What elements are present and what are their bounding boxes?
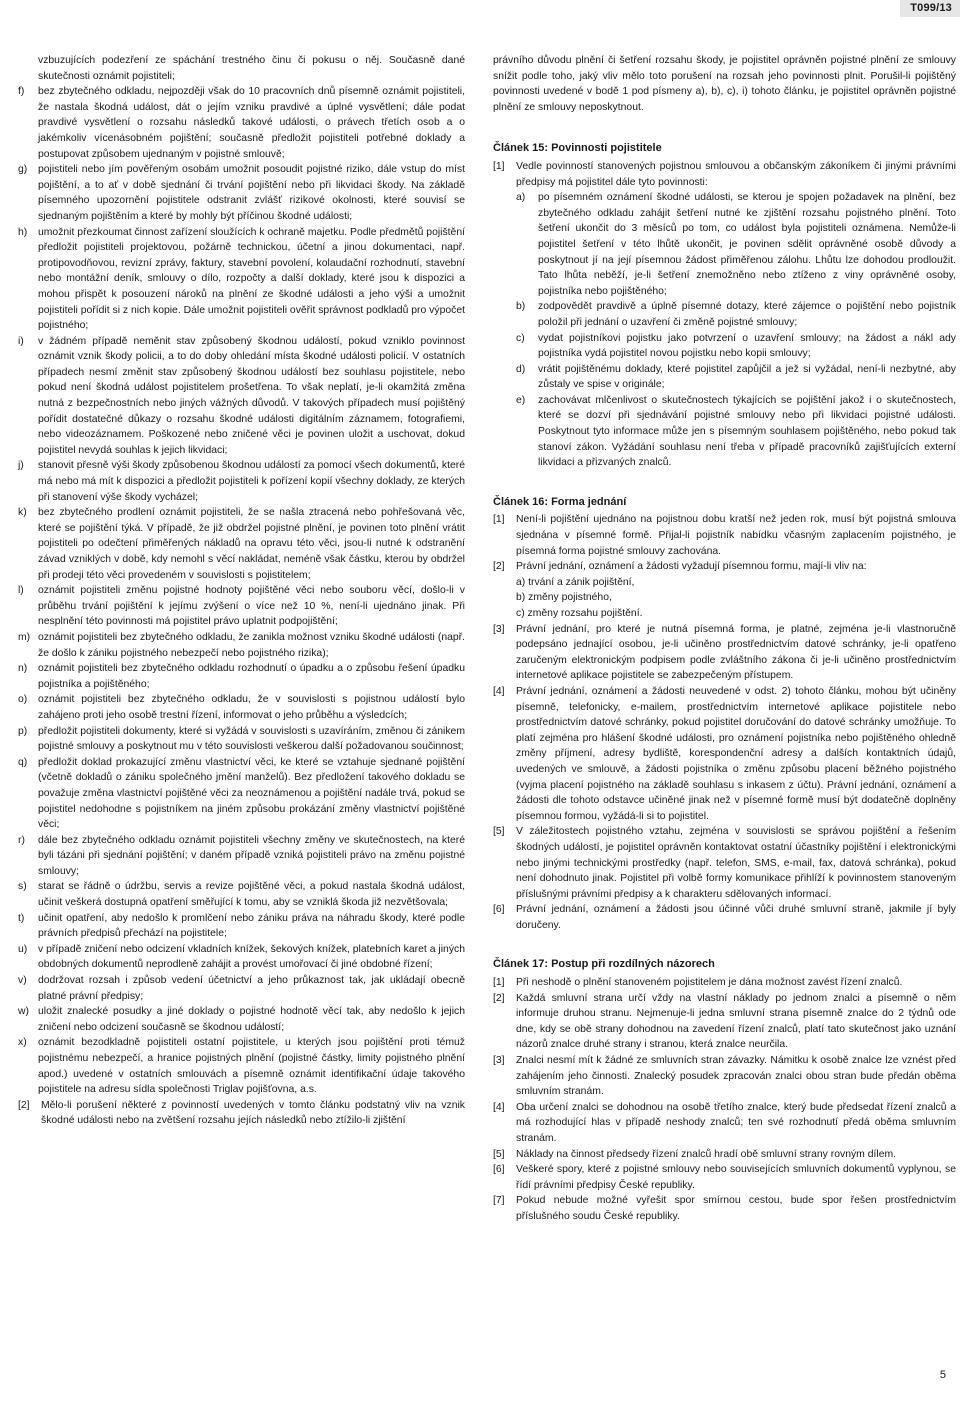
- right-column: [493, 53, 956, 1225]
- item-marker: c): [516, 332, 525, 344]
- item-text: Právní jednání, oznámení a žádosti vyžadují písemnou formu, mají-li vliv na:: [516, 561, 867, 573]
- item-text: vrátit pojištěnému doklady, které pojistitel zapůjčil a jež si vyžádal, není-li nezbytné, aby zůstaly ve spise v originále;: [538, 363, 956, 391]
- obligation-item: [18, 505, 465, 583]
- duty-item: [516, 331, 956, 362]
- item-marker: v): [18, 975, 27, 987]
- item-text: oznámit bezodkladně pojistiteli ostatní pojistitele, u kterých jsou pojištění proti témuž pojistnému nebezpečí, a hranice pojistných plnění (pojistné částky, limity pojistného plnění apod.) uvedené v ostatních smlouvách a písemně oznámit identifikační údaje takového pojistitele na adresu sídla společnosti Triglav pojišťovna, a.s.: [38, 1037, 465, 1096]
- article-16-subitem: b) změny pojistného,: [516, 592, 612, 604]
- obligation-item: [18, 84, 465, 162]
- item-text: starat se řádně o údržbu, servis a revize pojištěné věci, a pokud nastala škodná událost, učinit veškerá dostupná opatření směřující k tomu, aby se vzniklá škoda již nezvětšovala;: [38, 881, 465, 909]
- article-17-item: [493, 1162, 956, 1193]
- item-marker: p): [18, 725, 28, 737]
- item-text: předložit doklad prokazující změnu vlastnictví věci, ke které se vztahuje sjednané pojištění (včetně dokladů o zániku společného jmění manželů). Bez předložení takového dokladu se považuje změna vlastnictví pojištěné věci za neoznámenou a pojištění nadále trvá, pokud se pojistitel nedohodne s pojistníkem na jiném způsobu prokázání změny vlastnictví pojištěné věci;: [38, 756, 465, 831]
- left-column: [18, 53, 465, 1129]
- obligation-item: [18, 879, 465, 910]
- item-marker: m): [18, 631, 31, 643]
- article-16-list: [493, 512, 956, 574]
- article-16-item: [493, 622, 956, 684]
- obligation-item: [18, 911, 465, 942]
- item-marker: [4]: [493, 1101, 505, 1113]
- article-16-item: [493, 684, 956, 824]
- item-marker: s): [18, 881, 27, 893]
- duty-item: [516, 299, 956, 330]
- item-text: bez zbytečného prodlení oznámit pojistiteli, že se našla ztracená nebo pohřešovaná věc, které se pojištění týká. V případě, že již obdržel pojistné plnění, je povinen toto plnění vrátit pojistiteli po odečtení přiměřených nákladů na opravu této věci, jsou-li nutné k odstranění závad vzniklých v době, kdy nemohl s věcí nakládat, neméně však částku, kterou by obdržel při prodeji této věci provedeném v souvislosti s pojistitelem;: [38, 507, 465, 581]
- item-marker: l): [18, 585, 24, 597]
- item-marker: j): [18, 460, 24, 472]
- obligation-list: [18, 84, 465, 1098]
- item-text: Není-li pojištění ujednáno na pojistnou dobu kratší než jeden rok, musí být pojistná smlouva sjednána v písemné formě. Přijal-li pojistník nabídku včasným zaplacením pojistného, je písemná forma pojistné smlouvy zachována.: [516, 514, 956, 557]
- article-16-item: [493, 512, 956, 559]
- article-17-list: [493, 975, 956, 1225]
- obligation-item: [18, 661, 465, 692]
- obligation-item: [18, 692, 465, 723]
- paragraph-marker: [2]: [18, 1099, 30, 1111]
- document-code: T099/13: [900, 0, 960, 17]
- item-marker: [1]: [493, 514, 505, 526]
- item-marker: a): [516, 192, 526, 204]
- article-15-paragraph-1: [493, 159, 956, 190]
- article-16-subitem: a) trvání a zánik pojištění,: [516, 576, 635, 588]
- item-marker: i): [18, 335, 24, 347]
- item-marker: [5]: [493, 826, 505, 838]
- item-marker: [2]: [493, 992, 505, 1004]
- item-text: Veškeré spory, které z pojistné smlouvy nebo souvisejících smluvních dokumentů vyplynou, se řídí právními předpisy České republiky.: [516, 1164, 956, 1191]
- item-marker: [4]: [493, 685, 505, 697]
- item-marker: f): [18, 86, 25, 98]
- paragraph-text: Mělo-li porušení některé z povinností uvedených v tomto článku podstatný vliv na vznik škodné události nebo na zvětšení rozsahu jejích následků nebo ztížilo-li zjištění: [41, 1099, 465, 1127]
- article-16-heading: Článek 16: Forma jednání: [493, 495, 627, 508]
- item-marker: [5]: [493, 1148, 505, 1160]
- item-marker: h): [18, 226, 28, 238]
- item-text: zodpovědět pravdivě a úplně písemné dotazy, které zájemce o pojištění nebo pojistník položil při jednání o uzavření či změně pojistné smlouvy;: [538, 301, 956, 328]
- article-16-sublist: [493, 575, 956, 622]
- continuation-text: vzbuzujících podezření ze spáchání trestného činu či pokusu o něj. Současně dané skutečnosti oznámit pojistiteli;: [38, 55, 465, 82]
- obligation-item: [18, 942, 465, 973]
- item-marker: e): [516, 394, 526, 406]
- item-text: v případě zničení nebo odcizení vkladních knížek, šekových knížek, platebních karet a jiných obdobných dokumentů neprodleně zahájit a provést umořovací či jiné obdobné řízení;: [38, 943, 465, 971]
- item-text: v žádném případě neměnit stav způsobený škodnou událostí, pokud vzniklo povinnost oznámit vznik škody policii, a to do doby ohledání místa škodné události policií. V ostatních případech nesmí změnit stav způsobený škodnou událostí bez souhlasu pojistitele, nebo pokud není škodná událost pojistitelem prošetřena. To však neplatí, je-li okamžitá změna nutná z bezpečnostních nebo jiných vážných důvodů. V takových případech musí pojištěný pořídit dostatečné důkazy o rozsahu škodné události digitálním záznamem, fotografiemi, nebo videozáznamem. Poškozené nebo zničené věci je povinen uložit a uschovat, dokud pojistitel nevydá souhlas k jejich likvidaci;: [38, 335, 465, 456]
- article-16-list-continued: [493, 622, 956, 934]
- obligation-item: [18, 724, 465, 755]
- item-text: umožnit přezkoumat činnost zařízení sloužících k ochraně majetku. Podle předmětů pojištění předložit pojistiteli projektovou, požárně technickou, účetní a jinou dokumentaci, např. protipovodňovou, revizní zprávy, faktury, stavební povolení, kolaudační rozhodnutí, stavební nebo montážní deník, smlouvy o dílo, rozpočty a další doklady, které jsou k dispozici a mohou přispět k posouzení nároků na plnění ze škodné události a jeho výši a umožnit pojistiteli pořídit si z nich kopie. Dále umožnit pojistiteli ověřit správnost podkladů pro výpočet pojistného;: [38, 226, 465, 332]
- item-marker: x): [18, 1037, 27, 1049]
- item-text: dodržovat rozsah i způsob vedení účetnictví a jeho průkaznost tak, jak ukládají obecně platné právní předpisy;: [38, 975, 465, 1002]
- item-marker: [2]: [493, 561, 505, 573]
- article-17-item: [493, 1193, 956, 1224]
- item-text: stanovit přesně výši škody způsobenou škodnou událostí za pomocí všech dokumentů, které má nebo má mít k dispozici a předložit pojistiteli k pořízení kopií všechny doklady, ze kterých při stanovení výše škody vycházel;: [38, 460, 465, 503]
- item-marker: [6]: [493, 904, 505, 916]
- obligation-item: [18, 334, 465, 459]
- article-17-item: [493, 1100, 956, 1147]
- item-text: uložit znalecké posudky a jiné doklady o pojistné hodnotě věcí tak, aby nedošlo k jejich zničení nebo odcizení současně se škodnou událostí;: [38, 1006, 465, 1033]
- item-marker: u): [18, 943, 28, 955]
- article-16-item: [493, 824, 956, 902]
- item-text: V záležitostech pojistného vztahu, zejména v souvislosti se správou pojištění a řešením škodných událostí, je pojistitel oprávněn kontaktovat ostatní účastníky pojištění i elektronickými nebo jinými technickými prostředky (např. telefon, SMS, e-mail, fax, datová schránka), pokud není dohodnuto jinak. Pojistitel při volbě formy komunikace přihlíží k povinnostem stanoveným příslušnými právními předpisy a k charakteru sdělovaných informací.: [516, 826, 956, 900]
- item-text: vydat pojistníkovi pojistku jako potvrzení o uzavření smlouvy; na žádost a nákl ady pojistníka vydá pojistitel novou pojistku nebo kopii smlouvy;: [538, 332, 956, 360]
- item-text: Oba určení znalci se dohodnou na osobě třetího znalce, který bude předsedat řízení znalců a má rozhodující hlas v případě neshody znalců; ten své rozhodnutí předá oběma smluvním stranám.: [516, 1101, 956, 1144]
- item-marker: q): [18, 756, 28, 768]
- item-text: Právní jednání, oznámení a žádosti neuvedené v odst. 2) tohoto článku, mohou být učiněny písemně, telefonicky, e-mailem, prostřednictvím internetové aplikace pojistitele nebo prostřednictvím datové schránky, pokud pojistitel doručování do datové schránky umožňuje. To platí zejména pro hlášení škodné události, pro oznámení pojistníka nebo pojištěného ohledně změny příjmení, adresy bydliště, korespondenční adresy a dalších kontaktních údajů, uvedených ve smlouvě, a žádosti pojistníka o změnu způsobu placení běžného pojistného (vyjma placení pojistného na základě souhlasu s inkasem z účtu). Právní jednání, oznámení a žádosti dle tohoto odstavce učiněné jinak než v písemné formě musí být dodatečně doplněny písemnou formou, vyžádá-li si to pojistitel.: [516, 685, 956, 822]
- obligation-item: [18, 833, 465, 880]
- item-marker: r): [18, 834, 25, 846]
- article-17-item: [493, 991, 956, 1053]
- item-text: učinit opatření, aby nedošlo k promlčení nebo zániku práva na náhradu škody, které podle právních předpisů přechází na pojistitele;: [38, 912, 465, 940]
- article-16-item: [493, 559, 956, 575]
- item-marker: [1]: [493, 977, 505, 989]
- article-17-item: [493, 1147, 956, 1163]
- obligation-item: [18, 162, 465, 224]
- continuation-text: právního důvodu plnění či šetření rozsahu škody, je pojistitel oprávněn pojistné plnění ze smlouvy snížit podle toho, jaký vliv mělo toto porušení na rozsah jeho povinnosti plnit. Porušil-li pojištěný povinnosti uvedené v bodě 1 pod písmeny a), b), c), i) tohoto článku, je pojistitel oprávněn pojistné plnění ze smlouvy neposkytnout.: [493, 55, 956, 113]
- article-16-subitem: c) změny rozsahu pojištění.: [516, 608, 643, 619]
- page-number: 5: [939, 1369, 946, 1381]
- article-17-heading: Článek 17: Postup při rozdílných názorech: [493, 958, 715, 971]
- article-17-item: [493, 975, 956, 991]
- article-16-item: [493, 902, 956, 933]
- item-text: dále bez zbytečného odkladu oznámit pojistiteli všechny změny ve skutečnostech, na které byli tázáni při sjednání pojištění; v daném případě vzniká pojistiteli právo na změnu pojistné smlouvy;: [38, 834, 465, 877]
- item-text: Při neshodě o plnění stanoveném pojistitelem je dána možnost zavést řízení znalců.: [516, 977, 903, 989]
- item-text: zachovávat mlčenlivost o skutečnostech týkajících se pojištění jakož i o skutečnostech, které se dozví při sjednávání pojistné smlouvy nebo při likvidaci pojistné události. Poskytnout tyto informace může jen s písemným souhlasem pojištěného, nebo pokud tak stanoví zákon. Vyžádání souhlasu není třeba v případě pracovníků zajišťujících externí likvidaci a přizvaných znalců.: [538, 394, 956, 469]
- obligation-item: [18, 583, 465, 630]
- item-text: oznámit pojistiteli bez zbytečného odkladu, že zanikla možnost vzniku škodné události (např. že došlo k zániku pojistného nebezpečí nebo pojistného rizika);: [38, 631, 465, 659]
- article-17-item: [493, 1053, 956, 1100]
- item-text: předložit pojistiteli dokumenty, které si vyžádá v souvislosti s uzavíráním, změnou či zánikem pojistné smlouvy a poskytnout mu v této souvislosti veškerou další požadovanou součinnost;: [38, 725, 465, 753]
- obligation-item: [18, 1035, 465, 1097]
- obligation-item: [18, 1004, 465, 1035]
- item-marker: k): [18, 507, 27, 519]
- obligation-item: [18, 973, 465, 1004]
- obligation-item: [18, 225, 465, 334]
- item-text: oznámit pojistiteli bez zbytečného odkladu rozhodnutí o úpadku a o způsobu řešení úpadku pojistníka a pojištěného;: [38, 663, 465, 690]
- item-marker: b): [516, 301, 526, 313]
- item-marker: w): [18, 1006, 29, 1018]
- paragraph-2: [18, 1098, 465, 1129]
- item-text: oznámit pojistiteli změnu pojistné hodnoty pojištěné věci nebo souboru věcí, došlo-li v průběhu trvání pojištění k jejímu zvýšení o více než 10 %, není-li ujednáno jinak. Při nesplnění této povinnosti má pojistitel právo uplatnit podpojištění;: [38, 585, 465, 628]
- item-marker: n): [18, 663, 28, 675]
- item-text: Znalci nesmí mít k žádné ze smluvních stran závazky. Námitku k osobě znalce lze vznést před zahájením jeho činnosti. Znalecký posudek zpracován znalci obou stran bude předán oběma smluvním stranám.: [516, 1055, 956, 1098]
- paragraph-text: Vedle povinností stanovených pojistnou smlouvou a občanským zákoníkem či jinými právními předpisy má pojistitel dále tyto povinnosti:: [516, 160, 956, 188]
- item-marker: [3]: [493, 1055, 505, 1067]
- item-text: pojistiteli nebo jím pověřeným osobám umožnit posoudit pojistné riziko, dále vstup do míst pojištění, a to ať v době sjednání či trvání pojištění nebo při likvidaci škody. Na základě písemného upozornění pojistitele odstranit zvlášť rizikové okolnosti, které souvisí se sjednaným pojištěním a které by mohly být příčinou škodné události;: [38, 164, 465, 222]
- item-text: Právní jednání, pro které je nutná písemná forma, je platné, zejména je-li vlastnoručně podepsáno jednající osobou, je-li učiněno prostřednictvím datové schránky, je-li opatřeno zaručeným elektronickým podpisem podle zvláštního zákona či je-li učiněno prostřednictvím internetové aplikace pojistitele se zabezpečeným přístupem.: [516, 623, 956, 682]
- item-marker: d): [516, 363, 526, 375]
- item-text: bez zbytečného odkladu, nejpozději však do 10 pracovních dnů písemně oznámit pojistiteli, že nastala škodná událost, dát o jejím vzniku pravdivé a úplné vysvětlení; dále podat pravdivé vysvětlení o rozsahu následků takové události, o právech třetích osob a o jakémkoliv vícenásobném pojištění; současně předložit pojistiteli potřebné doklady a postupovat způsobem ujednaným v pojistné smlouvě;: [38, 86, 465, 160]
- item-marker: g): [18, 164, 28, 176]
- duty-item: [516, 190, 956, 299]
- item-marker: o): [18, 694, 28, 706]
- obligation-item: [18, 755, 465, 833]
- item-text: Každá smluvní strana určí vždy na vlastní náklady po jednom znalci a písemně o něm informuje druhou stranu. Nejmenuje-li jedna smluvní strana písemně znalce do 2 týdnů ode dne, kdy se obě strany dohodnou na zavedení řízení znalců, platí tato skutečnost jako uznání názorů znalce druhé strany i stranou, která znalce neurčila.: [516, 992, 956, 1051]
- obligation-item: [18, 458, 465, 505]
- article-15-heading: Článek 15: Povinnosti pojistitele: [493, 142, 662, 155]
- item-text: Náklady na činnost předsedy řízení znalců hradí obě smluvní strany rovným dílem.: [516, 1148, 897, 1160]
- item-text: Právní jednání, oznámení a žádosti jsou účinné vůči druhé smluvní straně, jakmile jí byly doručeny.: [516, 904, 956, 931]
- item-text: oznámit pojistiteli bez zbytečného odkladu, že v souvislosti s pojistnou událostí bylo zahájeno proti jeho osobě trestní řízení, informovat o jeho průběhu a výsledcích;: [38, 694, 465, 721]
- item-marker: [3]: [493, 623, 505, 635]
- duty-item: [516, 362, 956, 393]
- item-marker: t): [18, 912, 25, 924]
- duty-item: [516, 393, 956, 471]
- insurer-duties-list: [493, 190, 956, 471]
- obligation-item: [18, 630, 465, 661]
- item-text: po písemném oznámení škodné události, se kterou je spojen požadavek na plnění, bez zbytečného odkladu zahájit šetření nutné ke zjištění rozsahu pojistného plnění. Toto šetření ukončit do 3 měsíců po tom, co událost byla pojistiteli oznámena. Nemůže-li pojistitel šetření v této lhůtě ukončit, je povinen sdělit oprávněné osobě důvody a poskytnout jí na její písemnou žádost přiměřenou zálohu. Lhůtu lze dohodou prodloužit. Tato lhůta neběží, je-li šetření znemožněno nebo ztíženo z viny oprávněné osoby, pojistníka nebo pojištěného;: [538, 192, 956, 297]
- item-marker: [6]: [493, 1164, 505, 1176]
- item-text: Pokud nebude možné vyřešit spor smírnou cestou, bude spor řešen prostřednictvím příslušného soudu České republiky.: [516, 1195, 956, 1222]
- paragraph-marker: [1]: [493, 160, 505, 172]
- item-marker: [7]: [493, 1195, 505, 1207]
